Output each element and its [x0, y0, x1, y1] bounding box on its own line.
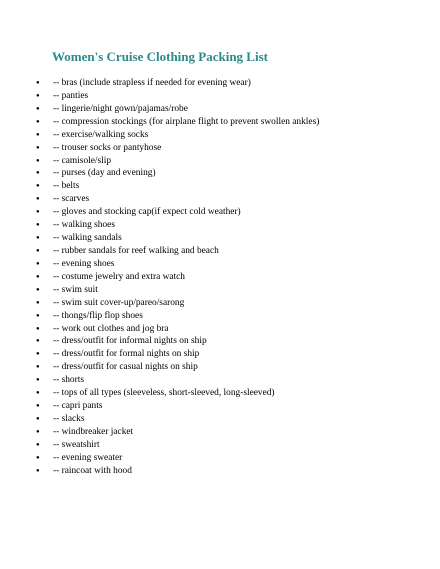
- list-item: [0, 452, 440, 465]
- list-item-text: -- raincoat with hood: [53, 465, 132, 476]
- list-item: [0, 232, 440, 245]
- list-item-text: -- work out clothes and jog bra: [53, 323, 169, 334]
- list-item: [0, 310, 440, 323]
- list-item: [0, 77, 440, 90]
- list-item-text: -- dress/outfit for informal nights on ship: [53, 336, 207, 347]
- list-item: [0, 155, 440, 168]
- list-item: [0, 129, 440, 142]
- list-item: [0, 142, 440, 155]
- bullet-icon: ●: [36, 364, 40, 371]
- list-item: [0, 348, 440, 361]
- list-item-text: -- capri pants: [53, 401, 103, 412]
- bullet-icon: ●: [36, 390, 40, 397]
- list-item-text: -- dress/outfit for casual nights on ship: [53, 362, 198, 373]
- list-item-text: -- exercise/walking socks: [53, 129, 149, 140]
- list-item-text: -- purses (day and evening): [53, 168, 156, 179]
- bullet-icon: ●: [36, 209, 40, 216]
- bullet-icon: ●: [36, 403, 40, 410]
- list-item-text: -- lingerie/night gown/pajamas/robe: [53, 103, 188, 114]
- list-item-text: -- evening sweater: [53, 452, 123, 463]
- bullet-icon: ●: [36, 260, 40, 267]
- bullet-icon: ●: [36, 441, 40, 448]
- list-item: [0, 271, 440, 284]
- bullet-icon: ●: [36, 273, 40, 280]
- list-item-text: -- shorts: [53, 375, 84, 386]
- bullet-icon: ●: [36, 454, 40, 461]
- bullet-icon: ●: [36, 338, 40, 345]
- list-item: [0, 90, 440, 103]
- bullet-icon: ●: [36, 92, 40, 99]
- list-item-text: -- costume jewelry and extra watch: [53, 271, 185, 282]
- bullet-icon: ●: [36, 351, 40, 358]
- list-item-text: -- slacks: [53, 413, 85, 424]
- list-item-text: -- gloves and stocking cap(if expect cold weather): [53, 207, 241, 218]
- list-item: [0, 284, 440, 297]
- bullet-icon: ●: [36, 131, 40, 138]
- list-item-text: -- thongs/flip flop shoes: [53, 310, 143, 321]
- bullet-icon: ●: [36, 183, 40, 190]
- bullet-icon: ●: [36, 415, 40, 422]
- bullet-icon: ●: [36, 157, 40, 164]
- bullet-icon: ●: [36, 247, 40, 254]
- bullet-icon: ●: [36, 428, 40, 435]
- list-item: [0, 219, 440, 232]
- bullet-icon: ●: [36, 118, 40, 125]
- bullet-icon: ●: [36, 286, 40, 293]
- list-item-text: -- compression stockings (for airplane flight to prevent swollen ankles): [53, 116, 320, 127]
- list-item: [0, 193, 440, 206]
- packing-list: [0, 77, 440, 478]
- list-item: [0, 361, 440, 374]
- bullet-icon: ●: [36, 105, 40, 112]
- list-item: [0, 245, 440, 258]
- page-title: Women's Cruise Clothing Packing List: [52, 49, 268, 64]
- list-item: [0, 103, 440, 116]
- list-item-text: -- camisole/slip: [53, 155, 112, 166]
- list-item-text: -- scarves: [53, 194, 90, 205]
- list-item: [0, 374, 440, 387]
- list-item-text: -- swim suit: [53, 284, 98, 295]
- list-item-text: -- windbreaker jacket: [53, 426, 134, 437]
- list-item: [0, 180, 440, 193]
- bullet-icon: ●: [36, 325, 40, 332]
- bullet-icon: ●: [36, 235, 40, 242]
- list-item: [0, 465, 440, 478]
- bullet-icon: ●: [36, 196, 40, 203]
- list-item: [0, 413, 440, 426]
- list-item-text: -- walking shoes: [53, 220, 115, 231]
- list-item-text: -- sweatshirt: [53, 439, 100, 450]
- list-item-text: -- belts: [53, 181, 80, 192]
- list-item-text: -- panties: [53, 90, 89, 101]
- list-item: [0, 167, 440, 180]
- bullet-icon: ●: [36, 299, 40, 306]
- list-item: [0, 387, 440, 400]
- list-item-text: -- dress/outfit for formal nights on ship: [53, 349, 200, 360]
- list-item: [0, 323, 440, 336]
- list-item-text: -- trouser socks or pantyhose: [53, 142, 162, 153]
- bullet-icon: ●: [36, 312, 40, 319]
- list-item-text: -- tops of all types (sleeveless, short-sleeved, long-sleeved): [53, 388, 275, 399]
- list-item: [0, 426, 440, 439]
- list-item-text: -- swim suit cover-up/pareo/sarong: [53, 297, 185, 308]
- list-item: [0, 400, 440, 413]
- bullet-icon: ●: [36, 467, 40, 474]
- list-item: [0, 335, 440, 348]
- list-item: [0, 116, 440, 129]
- bullet-icon: ●: [36, 80, 40, 86]
- list-item: [0, 297, 440, 310]
- list-item: [0, 439, 440, 452]
- bullet-icon: ●: [36, 170, 40, 177]
- list-item-text: -- bras (include strapless if needed for evening wear): [53, 78, 251, 88]
- list-item: [0, 258, 440, 271]
- bullet-icon: ●: [36, 222, 40, 229]
- list-item-text: -- evening shoes: [53, 258, 115, 269]
- bullet-icon: ●: [36, 377, 40, 384]
- list-item-text: -- walking sandals: [53, 233, 122, 244]
- list-item-text: -- rubber sandals for reef walking and beach: [53, 245, 219, 256]
- list-item: [0, 206, 440, 219]
- bullet-icon: ●: [36, 144, 40, 151]
